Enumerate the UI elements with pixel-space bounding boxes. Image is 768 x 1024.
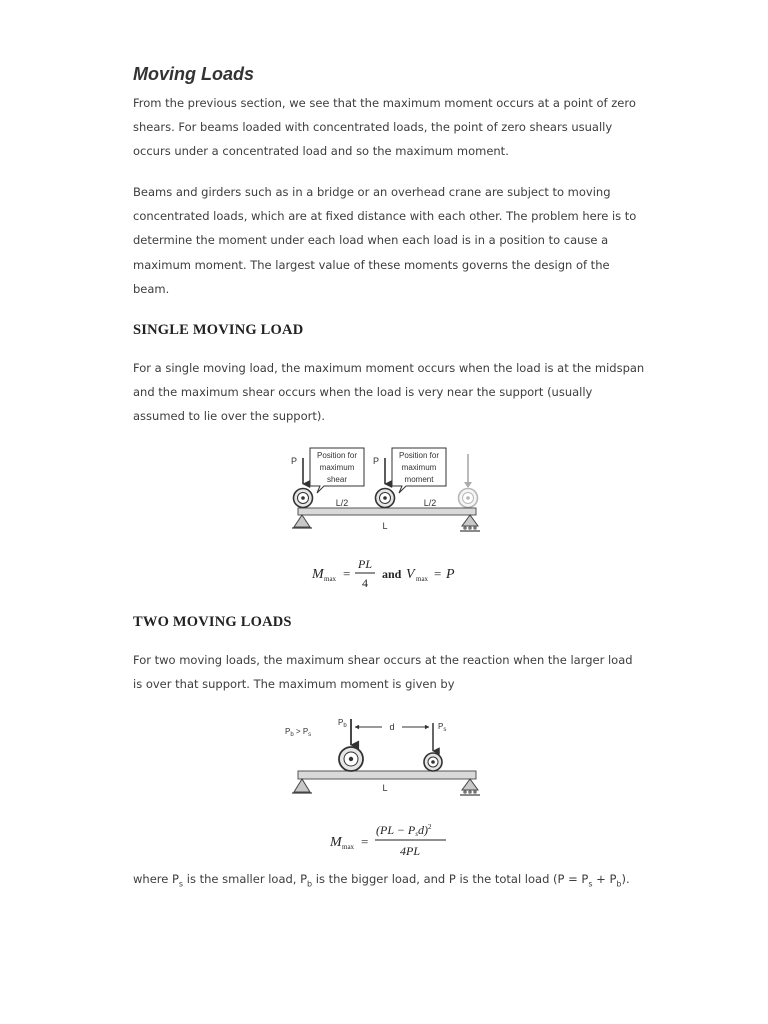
callout-text: Position for (398, 451, 440, 460)
text-line: is over that support. The maximum moment is given by (133, 677, 455, 692)
callout-text: maximum (319, 463, 355, 472)
formula-and: and (382, 567, 402, 581)
beam (298, 508, 476, 515)
callout-text: Position for (316, 451, 358, 460)
distance-label-d: d (389, 722, 395, 732)
text-line: occurs under a concentrated load and so the maximum moment. (133, 144, 509, 159)
half-span-label: L/2 (335, 498, 349, 508)
wheel-icon (294, 489, 313, 508)
load-label-p: P (291, 456, 298, 466)
formula-v-subscript: max (416, 575, 429, 583)
two-load-figure (284, 715, 494, 805)
two-paragraph (133, 648, 643, 696)
text-line: determine the moment under each load when each load is in a position to cause a (133, 233, 609, 248)
single-load-diagram (284, 446, 494, 544)
roller-support-icon (460, 779, 480, 795)
load-label-p: P (373, 456, 380, 466)
formula-equals: = (434, 566, 442, 581)
formula-rhs: P (446, 567, 455, 582)
formula-equals: = (361, 834, 369, 849)
formula-equals: = (343, 566, 351, 581)
wheel-icon (376, 489, 395, 508)
callout-moment (392, 448, 446, 493)
small-wheel-icon (424, 753, 442, 771)
formula-m-symbol: M (312, 567, 324, 582)
single-load-figure (284, 446, 494, 544)
text-line: maximum moment. The largest value of these moments governs the design of the (133, 257, 610, 272)
beam (298, 771, 476, 779)
text-line: and the maximum shear occurs when the load is very near the support (usually (133, 385, 593, 400)
intro-paragraph-2 (133, 180, 643, 301)
load-condition-label: $P_b > P_s$ (285, 727, 312, 738)
faded-wheel-icon (459, 489, 478, 508)
faded-arrowhead (464, 482, 472, 488)
roller-support-icon (460, 515, 480, 531)
text-line: For a single moving load, the maximum moment occurs when the load is at the midspan (133, 361, 645, 375)
formula-m-symbol: M (330, 835, 342, 850)
formula-m-subscript: max (342, 843, 355, 851)
formula-denominator: 4 (362, 576, 368, 590)
formula-numerator: (PL − Psd)$^2$ (376, 823, 432, 838)
callout-shear (310, 448, 364, 493)
two-load-formula (330, 820, 460, 862)
text-line: concentrated loads, which are at fixed distance with each other. The problem here is to (133, 209, 637, 224)
text-line: shears. For beams loaded with concentrated loads, the point of zero shears usually (133, 120, 613, 135)
text-line: From the previous section, we see that the maximum moment occurs at a point of zero (133, 96, 636, 110)
formula-m-subscript: max (324, 575, 337, 583)
pin-support-icon (292, 779, 312, 793)
text-line: beam. (133, 281, 170, 296)
single-load-formula (312, 554, 472, 594)
large-wheel-icon (339, 747, 363, 771)
callout-text: maximum (401, 463, 437, 472)
load-label-ps: $P_s$ (438, 722, 447, 733)
intro-paragraph-1 (133, 91, 643, 164)
formula-denominator: 4PL (399, 844, 421, 858)
callout-text: moment (404, 475, 434, 484)
text-line: assumed to lie over the support). (133, 409, 325, 424)
formula-numerator: PL (357, 557, 373, 571)
section-heading-single: SINGLE MOVING LOAD (133, 322, 304, 338)
callout-text: shear (326, 475, 348, 484)
span-label: L (382, 783, 388, 793)
span-label: L (382, 521, 388, 531)
text-line: For two moving loads, the maximum shear occurs at the reaction when the larger load (133, 653, 633, 667)
text-line: Beams and girders such as in a bridge or an overhead crane are subject to moving (133, 185, 611, 199)
single-paragraph (133, 356, 643, 429)
section-heading-two: TWO MOVING LOADS (133, 614, 292, 630)
pin-support-icon (292, 515, 312, 528)
load-label-pb: $P_b$ (338, 718, 347, 729)
half-span-label: L/2 (423, 498, 437, 508)
page-title: Moving Loads (133, 64, 254, 84)
where-definition-text: where $P_s$ is the smaller load, $P_b$ is the bigger load, and P is the total load $(P = P_s + P_b)$. (133, 872, 630, 889)
formula-v-symbol: V (406, 567, 415, 582)
two-load-diagram (284, 715, 494, 805)
